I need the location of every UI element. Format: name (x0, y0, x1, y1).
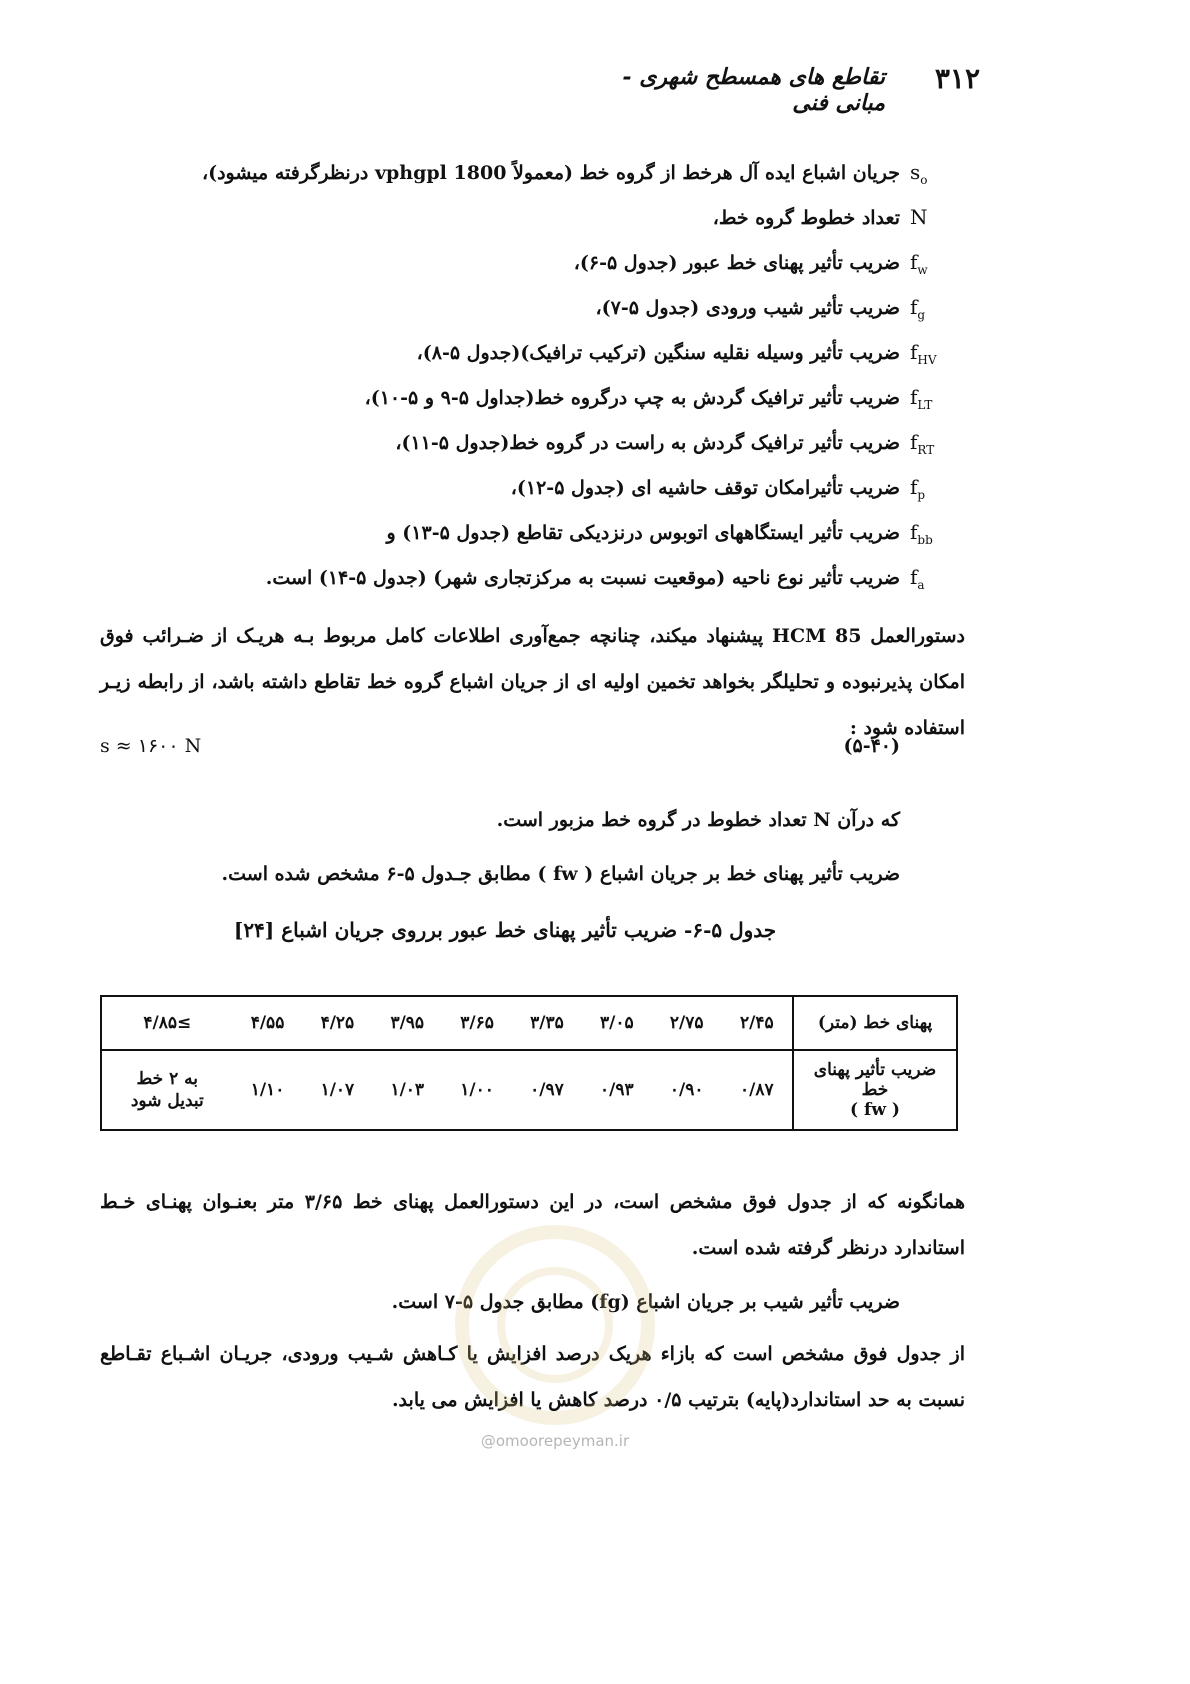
symbol-definitions (150, 160, 950, 610)
table-cell: ۰/۹۳ (600, 1080, 634, 1100)
paragraph-fw-reference: ضریب تأثیر پهنای خط بر جریان اشباع ( fw ) مطابق جـدول ۵-۶ مشخص شده است. (221, 863, 900, 885)
table-cell: ۰/۹۰ (669, 1080, 704, 1100)
definition-row (150, 250, 950, 295)
table-cell: ۳/۶۵ (442, 996, 512, 1050)
watermark-seal-icon (455, 1225, 655, 1425)
table-row (101, 996, 957, 1050)
definition-row (150, 430, 950, 475)
definition-text: ضریب تأثیر پهنای خط عبور (جدول ۵-۶)، (573, 252, 900, 274)
table-cell: ۳/۹۵ (372, 996, 442, 1050)
page-number: ۳۱۲ (934, 62, 980, 95)
paragraph-standard-width: همانگونه که از جدول فوق مشخص است، در این دستورالعمل پهنای خط ۳/۶۵ متر بعنـوان پهنـای خـط استاندارد درنظر گرفته شده است. (100, 1191, 965, 1259)
symbol: $f_w$ (910, 250, 928, 277)
row-header-symbol: ( fw ) (850, 1100, 900, 1120)
table-caption: جدول ۵-۶- ضریب تأثیر پهنای خط عبور برروی جریان اشباع [۲۴] (233, 918, 777, 942)
table-cell: ۱/۰۰ (460, 1080, 494, 1100)
row-header-factor (793, 1050, 957, 1130)
definition-text: تعداد خطوط گروه خط، (712, 207, 900, 229)
table-cell: ۲/۷۵ (652, 996, 722, 1050)
definition-row (150, 475, 950, 520)
table-cell: ≥۴/۸۵ (101, 996, 233, 1050)
definition-row (150, 295, 950, 340)
definition-text: ضریب تأثیرامکان توقف حاشیه ای (جدول ۵-۱۲)، (510, 477, 900, 499)
definition-text: ضریب تأثیر ترافیک گردش به راست در گروه خط(جدول ۵-۱۱)، (395, 432, 900, 454)
definition-text: ضریب تأثیر شیب ورودی (جدول ۵-۷)، (595, 297, 900, 319)
definition-text: ضریب تأثیر ایستگاههای اتوبوس درنزدیکی تقاطع (جدول ۵-۱۳) و (386, 522, 900, 544)
running-title: تقاطع های همسطح شهری - مبانی فنی (622, 64, 885, 116)
equation-formula: s ≈ ۱۶۰۰ N (100, 735, 202, 757)
definition-row (150, 340, 950, 385)
paragraph-grade-effect: از جدول فوق مشخص است که بازاء هریک درصد افزایش یا کـاهش شـیب ورودی، جریـان اشـباع تقـاطع نسبت به حد استاندارد(پایه) بترتیب ۰/۵ درصد کاهش یا افزایش می یابد. (100, 1343, 965, 1411)
definition-row (150, 565, 950, 610)
note-line: به ۲ خط (136, 1069, 199, 1089)
table-cell-note (101, 1050, 233, 1130)
definition-row (150, 385, 950, 430)
watermark-site: @omoorepeyman.ir (480, 1432, 630, 1450)
definition-text: ضریب تأثیر نوع ناحیه (موقعیت نسبت به مرکزتجاری شهر) (جدول ۵-۱۴) است. (265, 567, 900, 589)
definition-text: ضریب تأثیر ترافیک گردش به چپ درگروه خط(جداول ۵-۹ و ۵-۱۰)، (364, 387, 900, 409)
table-cell: ۳/۰۵ (582, 996, 652, 1050)
paragraph-hcm-recommendation: دستورالعمل HCM 85 پیشنهاد میکند، چنانچه جمع‌آوری اطلاعات کامل مربوط بـه هریـک از ضـرائب فوق امکان پذیرنبوده و تحلیلگر بخواهد تخمین اولیه ای از جریان اشباع گروه خط تقاطع داشته باشد، از رابطه زیـر استفاده شود : (100, 625, 965, 739)
table-cell: ۴/۲۵ (302, 996, 372, 1050)
row-header-line: ضریب تأثیر پهنای خط (813, 1060, 937, 1100)
paragraph-fg-reference: ضریب تأثیر شیب بر جریان اشباع (fg) مطابق جدول ۵-۷ است. (391, 1291, 900, 1313)
table-cell: ۰/۹۷ (530, 1080, 564, 1100)
table-cell: ۱/۱۰ (250, 1080, 285, 1100)
definition-text: جریان اشباع ایده آل هرخط از گروه خط (معمولاً 1800 vphgpl درنظرگرفته میشود)، (201, 162, 900, 184)
symbol: N (910, 205, 928, 229)
page-header (590, 62, 980, 116)
table-cell: ۰/۸۷ (740, 1080, 774, 1100)
symbol: $f_p$ (910, 475, 926, 502)
symbol: $f_{RT}$ (910, 430, 935, 457)
table-cell: ۱/۰۳ (390, 1080, 425, 1100)
lane-width-table (100, 995, 958, 1131)
row-header-width: پهنای خط (متر) (793, 996, 957, 1050)
note-line: تبدیل شود (130, 1091, 204, 1111)
definition-row (150, 205, 950, 250)
table-cell: ۳/۳۵ (512, 996, 582, 1050)
symbol: $f_{bb}$ (910, 520, 933, 547)
symbol: $f_g$ (910, 295, 926, 322)
equation (100, 735, 900, 771)
watermark-inner-ring (497, 1267, 613, 1383)
equation-number: (۵-۴۰) (843, 735, 900, 757)
symbol: $f_{HV}$ (910, 340, 937, 367)
symbol: $f_{LT}$ (910, 385, 933, 412)
definition-row (150, 520, 950, 565)
table-cell: ۴/۵۵ (233, 996, 303, 1050)
symbol: $s_o$ (910, 160, 928, 187)
symbol: $f_a$ (910, 565, 925, 592)
table-row (101, 1050, 957, 1130)
table-cell: ۱/۰۷ (320, 1080, 355, 1100)
paragraph-n-definition: که درآن N تعداد خطوط در گروه خط مزبور است. (496, 809, 900, 831)
table-cell: ۲/۴۵ (722, 996, 793, 1050)
definition-row (150, 160, 950, 205)
definition-text: ضریب تأثیر وسیله نقلیه سنگین (ترکیب ترافیک)(جدول ۵-۸)، (416, 342, 900, 364)
